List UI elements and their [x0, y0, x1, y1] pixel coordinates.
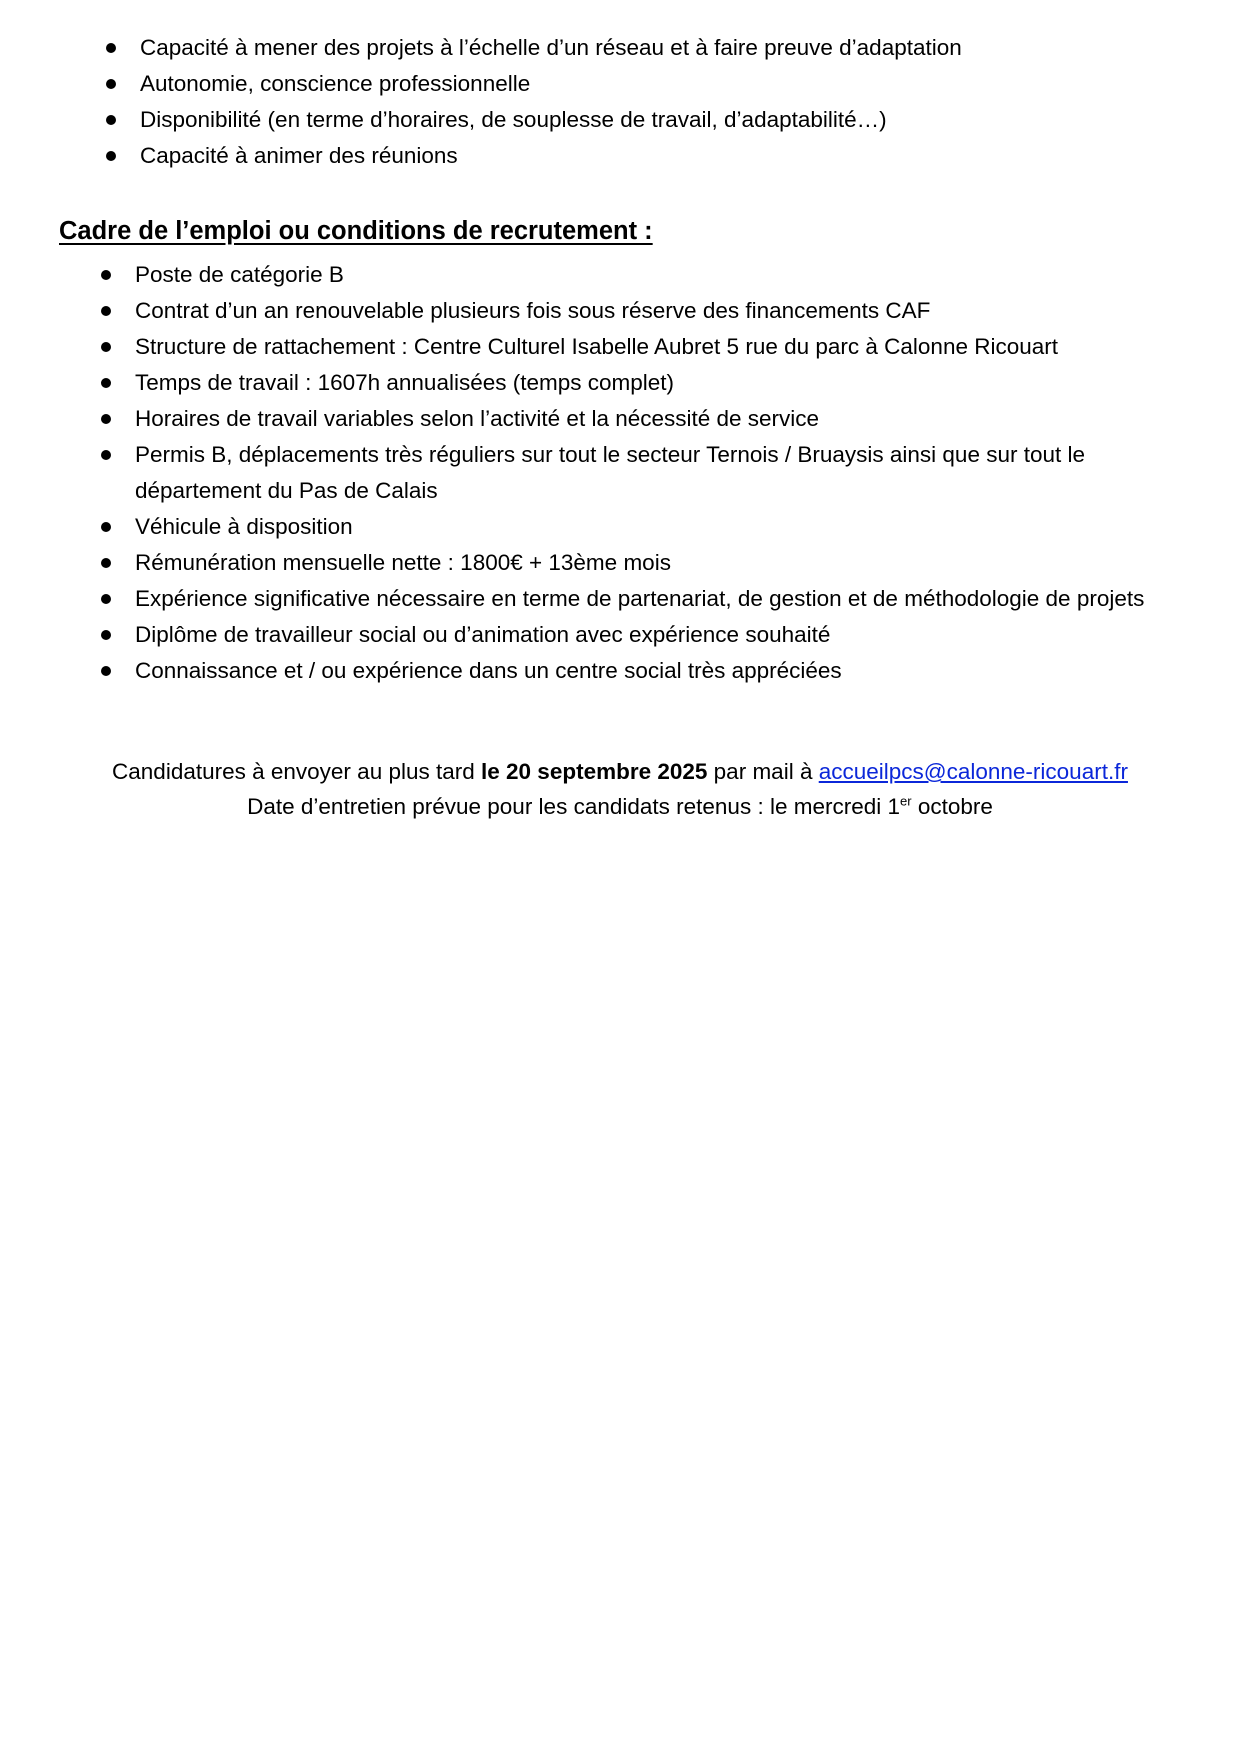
ordinal-suffix: er — [900, 793, 912, 809]
list-item — [106, 66, 1216, 102]
list-item-text: Horaires de travail variables selon l’activité et la nécessité de service — [135, 406, 820, 431]
list-item-text: Contrat d’un an renouvelable plusieurs fois sous réserve des financements CAF — [135, 298, 931, 323]
interview-suffix: octobre — [911, 794, 993, 819]
list-item-text: Poste de catégorie B — [135, 262, 344, 287]
list-item-text: Capacité à animer des réunions — [140, 143, 458, 168]
bullet-icon — [101, 666, 111, 676]
list-item — [101, 365, 1211, 401]
list-item — [101, 401, 1211, 437]
bullet-icon — [106, 151, 116, 161]
conditions-list — [101, 257, 1211, 689]
list-item-text: Rémunération mensuelle nette : 1800€ + 13ème mois — [135, 550, 671, 575]
list-item — [101, 329, 1211, 365]
list-item — [101, 581, 1211, 617]
list-item — [101, 545, 1211, 581]
bullet-icon — [101, 594, 111, 604]
list-item-text: Expérience significative nécessaire en terme de partenariat, de gestion et de méthodologie de projets — [135, 586, 1145, 611]
bullet-icon — [101, 378, 111, 388]
section-heading: Cadre de l’emploi ou conditions de recrutement : — [59, 217, 653, 245]
bullet-icon — [106, 43, 116, 53]
deadline-prefix: Candidatures à envoyer au plus tard — [112, 759, 482, 784]
list-item — [101, 509, 1211, 545]
deadline-middle: par mail à — [707, 759, 819, 784]
skills-list — [106, 30, 1216, 174]
list-item — [106, 30, 1216, 66]
list-item — [101, 653, 1211, 689]
list-item-text: Diplôme de travailleur social ou d’animation avec expérience souhaité — [135, 622, 831, 647]
list-item-text: Connaissance et / ou expérience dans un centre social très appréciées — [135, 658, 842, 683]
bullet-icon — [106, 79, 116, 89]
bullet-icon — [106, 115, 116, 125]
list-item-text: Temps de travail : 1607h annualisées (temps complet) — [135, 370, 675, 395]
application-deadline-line — [0, 754, 1240, 790]
bullet-icon — [101, 342, 111, 352]
bullet-icon — [101, 558, 111, 568]
list-item-text: Autonomie, conscience professionnelle — [140, 71, 531, 96]
bullet-icon — [101, 450, 111, 460]
deadline-date: le 20 septembre 2025 — [481, 759, 708, 784]
list-item-text: Permis B, déplacements très réguliers sur tout le secteur Ternois / Bruaysis ainsi que sur tout le département du Pas de Calais — [135, 442, 1086, 503]
bullet-icon — [101, 522, 111, 532]
list-item-text: Véhicule à disposition — [135, 514, 353, 539]
list-item — [101, 437, 1211, 509]
list-item-text: Capacité à mener des projets à l’échelle d’un réseau et à faire preuve d’adaptation — [140, 35, 962, 60]
bullet-icon — [101, 306, 111, 316]
list-item-text: Structure de rattachement : Centre Culturel Isabelle Aubret 5 rue du parc à Calonne Ricouart — [135, 334, 1059, 359]
bullet-icon — [101, 270, 111, 280]
list-item — [101, 257, 1211, 293]
email-link[interactable]: accueilpcs@calonne-ricouart.fr — [818, 759, 1128, 784]
interview-date-line — [0, 789, 1240, 825]
list-item — [106, 138, 1216, 174]
bullet-icon — [101, 414, 111, 424]
list-item — [106, 102, 1216, 138]
list-item-text: Disponibilité (en terme d’horaires, de souplesse de travail, d’adaptabilité…) — [140, 107, 887, 132]
list-item — [101, 617, 1211, 653]
list-item — [101, 293, 1211, 329]
interview-prefix: Date d’entretien prévue pour les candidats retenus : le mercredi 1 — [247, 794, 900, 819]
bullet-icon — [101, 630, 111, 640]
